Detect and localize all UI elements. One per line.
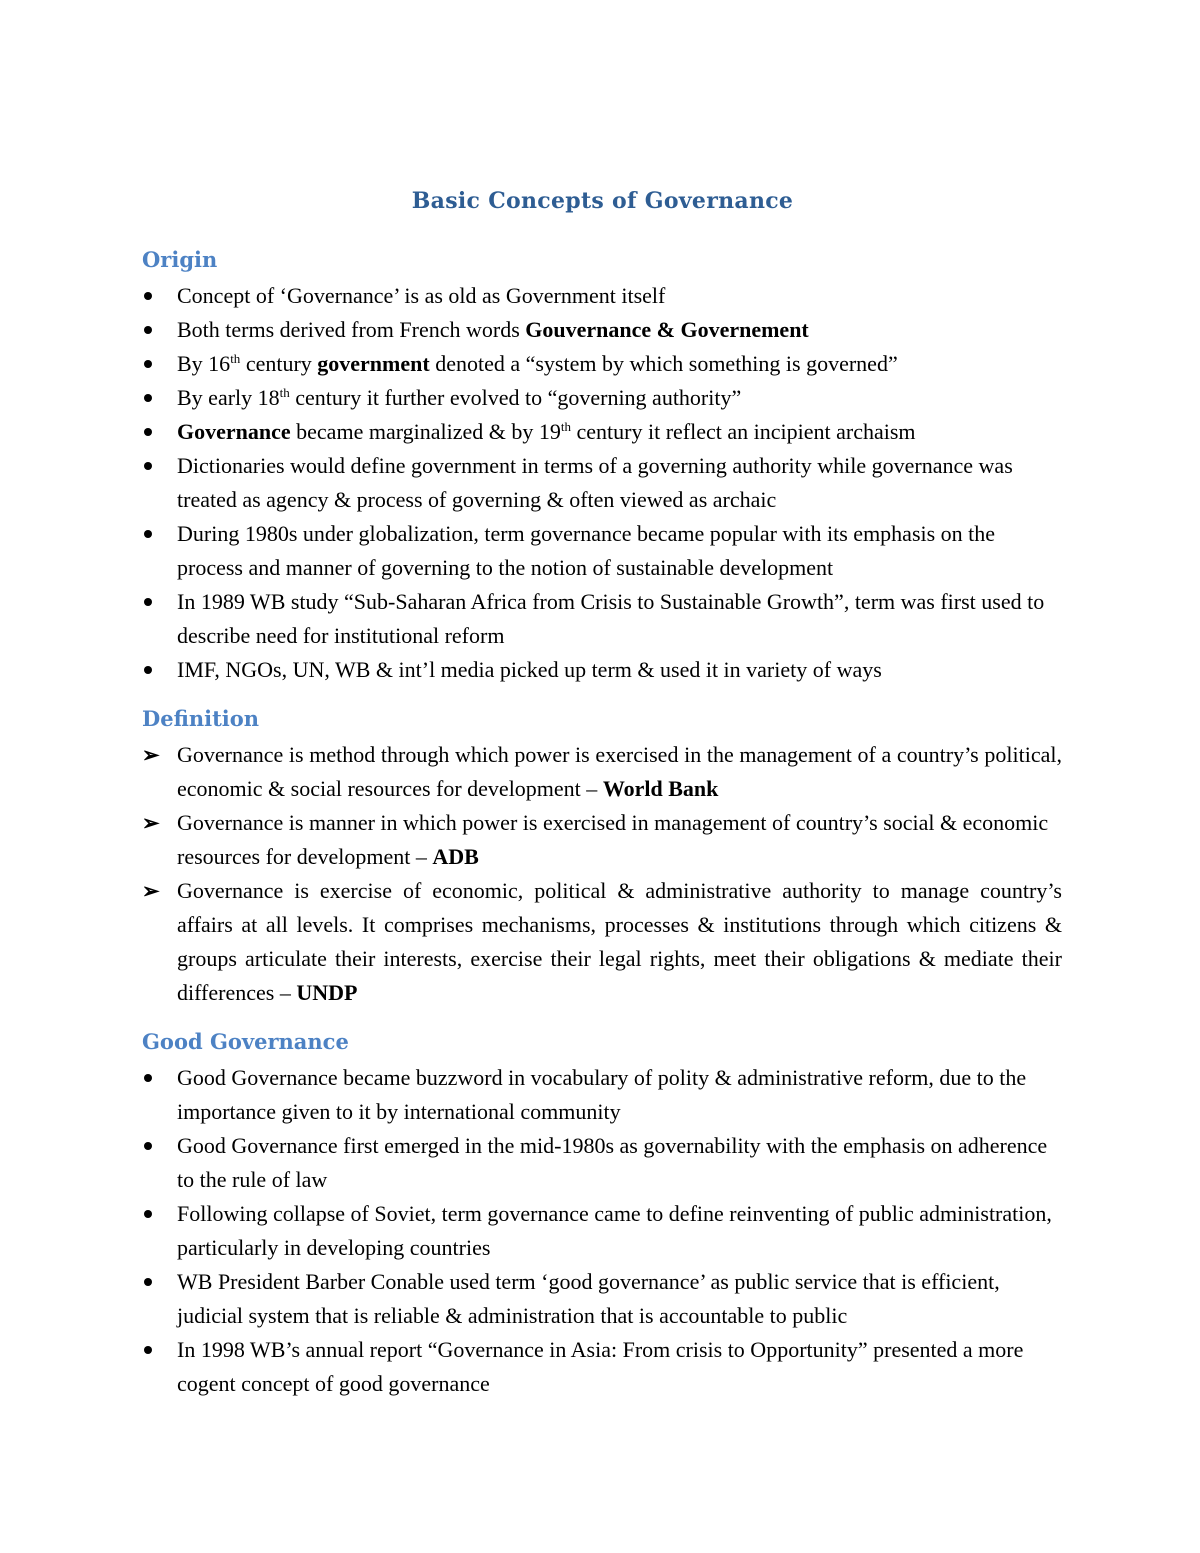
bullet-icon — [142, 313, 160, 347]
list-item-bold-text: Gouvernance & Governement — [525, 317, 809, 342]
superscript: th — [230, 351, 241, 366]
superscript: th — [279, 385, 290, 400]
bullet-icon — [142, 1061, 160, 1095]
bullet-icon — [142, 1265, 160, 1299]
list-item-text: Governance is method through which power is exercised in the management of a country’s political, economic & social resources for development – — [177, 742, 1062, 801]
list-item — [142, 874, 1062, 1010]
list-item — [142, 347, 1062, 381]
list-item — [142, 1265, 1062, 1333]
section-heading-definition: Definition — [142, 706, 260, 731]
list-item-text: Concept of ‘Governance’ is as old as Government itself — [177, 283, 666, 308]
list-item — [142, 1061, 1062, 1129]
list-item-text: Governance is exercise of economic, political & administrative authority to manage country’s affairs at all levels. It comprises mechanisms, processes & institutions through which citizens & groups articulate their interests, exercise their legal rights, meet their obligations & mediate their differences – — [177, 878, 1062, 1005]
list-item-text: By 16 — [177, 351, 231, 376]
list-item — [142, 415, 1062, 449]
section-heading-origin: Origin — [142, 247, 218, 272]
list-item-text: In 1998 WB’s annual report “Governance in Asia: From crisis to Opportunity” presented a more cogent concept of good governance — [177, 1337, 1024, 1396]
bullet-icon — [142, 517, 160, 551]
bullet-icon — [142, 1129, 160, 1163]
list-item-bold-text: Governance — [177, 419, 291, 444]
arrow-bullet-icon: ➢ — [142, 743, 160, 767]
list-item — [142, 653, 1062, 687]
bullet-icon — [142, 381, 160, 415]
list-item — [142, 279, 1062, 313]
definition-source: UNDP — [296, 980, 358, 1005]
list-item-text: denoted a “system by which something is governed” — [429, 351, 898, 376]
list-item-text: IMF, NGOs, UN, WB & int’l media picked up term & used it in variety of ways — [177, 657, 882, 682]
bullet-icon — [142, 449, 160, 483]
superscript: th — [560, 419, 572, 434]
list-item — [142, 806, 1062, 874]
bullet-icon — [142, 415, 160, 449]
page-title: Basic Concepts of Governance — [411, 188, 794, 214]
list-item — [142, 1197, 1062, 1265]
good-governance-list — [142, 1061, 1062, 1401]
section-heading-good-governance: Good Governance — [142, 1029, 349, 1054]
list-item — [142, 381, 1062, 415]
list-item-text: By early 18 — [177, 385, 280, 410]
list-item — [142, 517, 1062, 585]
bullet-icon — [142, 1333, 160, 1367]
list-item-text: became marginalized & by 19 — [290, 419, 561, 444]
list-item-text: century — [240, 351, 318, 376]
list-item-text: Both terms derived from French words — [177, 317, 526, 342]
list-item-text: Following collapse of Soviet, term governance came to define reinventing of public administration, particularly in developing countries — [177, 1201, 1052, 1260]
arrow-bullet-icon: ➢ — [142, 879, 160, 903]
list-item — [142, 585, 1062, 653]
list-item — [142, 1129, 1062, 1197]
list-item-text: WB President Barber Conable used term ‘good governance’ as public service that is efficient, judicial system that is reliable & administration that is accountable to public — [177, 1269, 1000, 1328]
list-item-text: During 1980s under globalization, term governance became popular with its emphasis on the process and manner of governing to the notion of sustainable development — [177, 521, 996, 580]
list-item-text: Good Governance first emerged in the mid-1980s as governability with the emphasis on adherence to the rule of law — [177, 1133, 1048, 1192]
origin-list — [142, 279, 1062, 687]
list-item — [142, 313, 1062, 347]
list-item-text: Governance is manner in which power is exercised in management of country’s social & economic resources for development – — [177, 810, 1049, 869]
bullet-icon — [142, 347, 160, 381]
list-item — [142, 1333, 1062, 1401]
definition-source: ADB — [432, 844, 479, 869]
definition-source: World Bank — [602, 776, 719, 801]
bullet-icon — [142, 1197, 160, 1231]
list-item — [142, 449, 1062, 517]
list-item-text: century it further evolved to “governing authority” — [289, 385, 742, 410]
list-item-text: century it reflect an incipient archaism — [571, 419, 916, 444]
bullet-icon — [142, 653, 160, 687]
bullet-icon — [142, 585, 160, 619]
list-item — [142, 738, 1062, 806]
list-item-bold-text: government — [317, 351, 430, 376]
bullet-icon — [142, 279, 160, 313]
arrow-bullet-icon: ➢ — [142, 811, 160, 835]
definition-list — [142, 738, 1062, 1010]
list-item-text: In 1989 WB study “Sub-Saharan Africa from Crisis to Sustainable Growth”, term was first used to describe need for institutional reform — [177, 589, 1045, 648]
list-item-text: Good Governance became buzzword in vocabulary of polity & administrative reform, due to the importance given to it by international community — [177, 1065, 1027, 1124]
list-item-text: Dictionaries would define government in terms of a governing authority while governance was treated as agency & process of governing & often viewed as archaic — [177, 453, 1013, 512]
